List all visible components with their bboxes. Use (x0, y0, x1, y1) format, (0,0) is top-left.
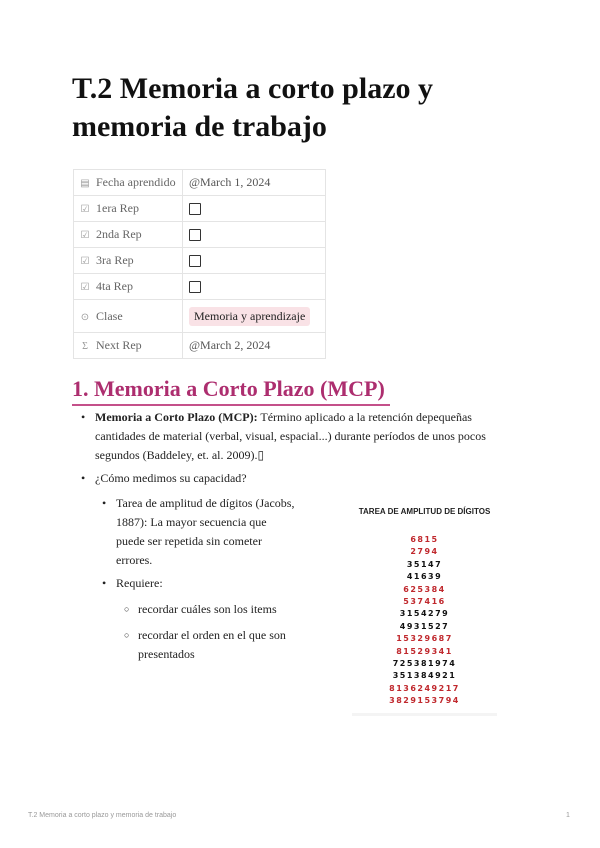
select-tag[interactable]: Memoria y aprendizaje (189, 307, 310, 326)
list-item: ○ recordar cuáles son los items (138, 600, 338, 619)
question-text: ¿Cómo medimos su capacidad? (95, 471, 247, 485)
select-icon: ⊙ (80, 311, 90, 323)
property-key (74, 274, 183, 300)
calendar-icon: ▤ (80, 178, 90, 189)
property-key (74, 222, 183, 248)
digit-sequence: 6815 (410, 535, 439, 544)
property-label: 4ta Rep (96, 279, 133, 293)
property-key (74, 170, 183, 196)
list-item: ○ recordar el orden en el que son presentados (124, 628, 286, 661)
property-row (74, 170, 326, 196)
property-row (74, 333, 326, 359)
bullet-icon: • (81, 471, 86, 485)
property-value (183, 222, 326, 248)
digit-sequence: 4931527 (399, 621, 450, 631)
digit-sequence: 625384 (403, 584, 446, 594)
property-value (183, 248, 326, 274)
property-row (74, 196, 326, 222)
page-number: 1 (566, 812, 570, 819)
digit-sequence: 725381974 (392, 659, 457, 668)
property-key (74, 333, 183, 359)
definition-line: segundos (Baddeley, et. al. 2009).▯ (95, 448, 265, 462)
bullet-icon: • (81, 410, 86, 424)
definition-line: cantidades de material (verbal, visual, espacial...) durante períodos de unos pocos (95, 429, 486, 443)
digit-sequence: 8136249217 (389, 683, 460, 693)
property-value (183, 300, 326, 333)
list-item: • Requiere: (116, 574, 316, 593)
property-row (74, 274, 326, 300)
checkbox[interactable] (189, 229, 201, 241)
property-value (183, 196, 326, 222)
bullet-icon: • (102, 496, 107, 510)
digit-sequence: 3154279 (399, 609, 450, 619)
property-label: Clase (96, 308, 123, 323)
digit-sequence: 81529341 (396, 646, 453, 656)
term: Memoria a Corto Plazo (MCP): Término aplicado a la retención depequeñas (95, 410, 472, 424)
property-label: Next Rep (96, 338, 142, 352)
date-value: @March 1, 2024 (189, 175, 271, 189)
properties-table (73, 169, 326, 359)
circle-bullet-icon: ○ (124, 604, 130, 614)
property-label: Fecha aprendido (96, 175, 176, 189)
property-value[interactable] (183, 170, 326, 196)
checkbox-icon: ☑ (80, 230, 90, 241)
footer-title: T.2 Memoria a corto plazo y memoria de trabajo (28, 812, 177, 819)
digit-sequence: 41639 (406, 572, 443, 582)
formula-icon: Σ (82, 341, 88, 352)
property-key (74, 196, 183, 222)
digit-sequence: 351384921 (392, 671, 457, 681)
digit-span-figure (352, 504, 497, 716)
property-row (74, 248, 326, 274)
checkbox-icon: ☑ (80, 204, 90, 215)
digit-sequence: 3829153794 (389, 696, 460, 706)
date-value: @March 2, 2024 (189, 338, 271, 352)
bullet-icon: • (102, 576, 107, 590)
section-heading: 1. Memoria a Corto Plazo (MCP) (72, 374, 390, 406)
digit-sequence: 35147 (406, 559, 443, 569)
property-label: 1era Rep (96, 201, 139, 215)
property-label: 2nda Rep (96, 227, 142, 241)
list-item (81, 469, 395, 488)
property-key (74, 300, 183, 333)
list-item: • Tarea de amplitud de dígitos (Jacobs, 1887): La mayor secuencia que puede ser repetida sin cometer errores. (102, 496, 295, 567)
property-label: 3ra Rep (96, 253, 134, 267)
checkbox-icon: ☑ (80, 256, 90, 267)
property-row (74, 300, 326, 333)
checkbox[interactable] (189, 203, 201, 215)
checkbox-icon: ☑ (80, 282, 90, 293)
figure-title: TAREA DE AMPLITUD DE DÍGITOS (358, 507, 491, 516)
circle-bullet-icon: ○ (124, 630, 130, 640)
property-key (74, 248, 183, 274)
property-value (183, 274, 326, 300)
digit-sequence: 537416 (403, 597, 446, 606)
list-item (81, 408, 495, 465)
property-row (74, 222, 326, 248)
digit-sequence: 15329687 (396, 634, 453, 644)
digit-sequence: 2794 (410, 547, 439, 557)
page-title: T.2 Memoria a corto plazo y memoria de trabajo (72, 72, 434, 143)
checkbox[interactable] (189, 255, 201, 267)
figure-divider (352, 713, 497, 716)
checkbox[interactable] (189, 281, 201, 293)
property-value[interactable] (183, 333, 326, 359)
